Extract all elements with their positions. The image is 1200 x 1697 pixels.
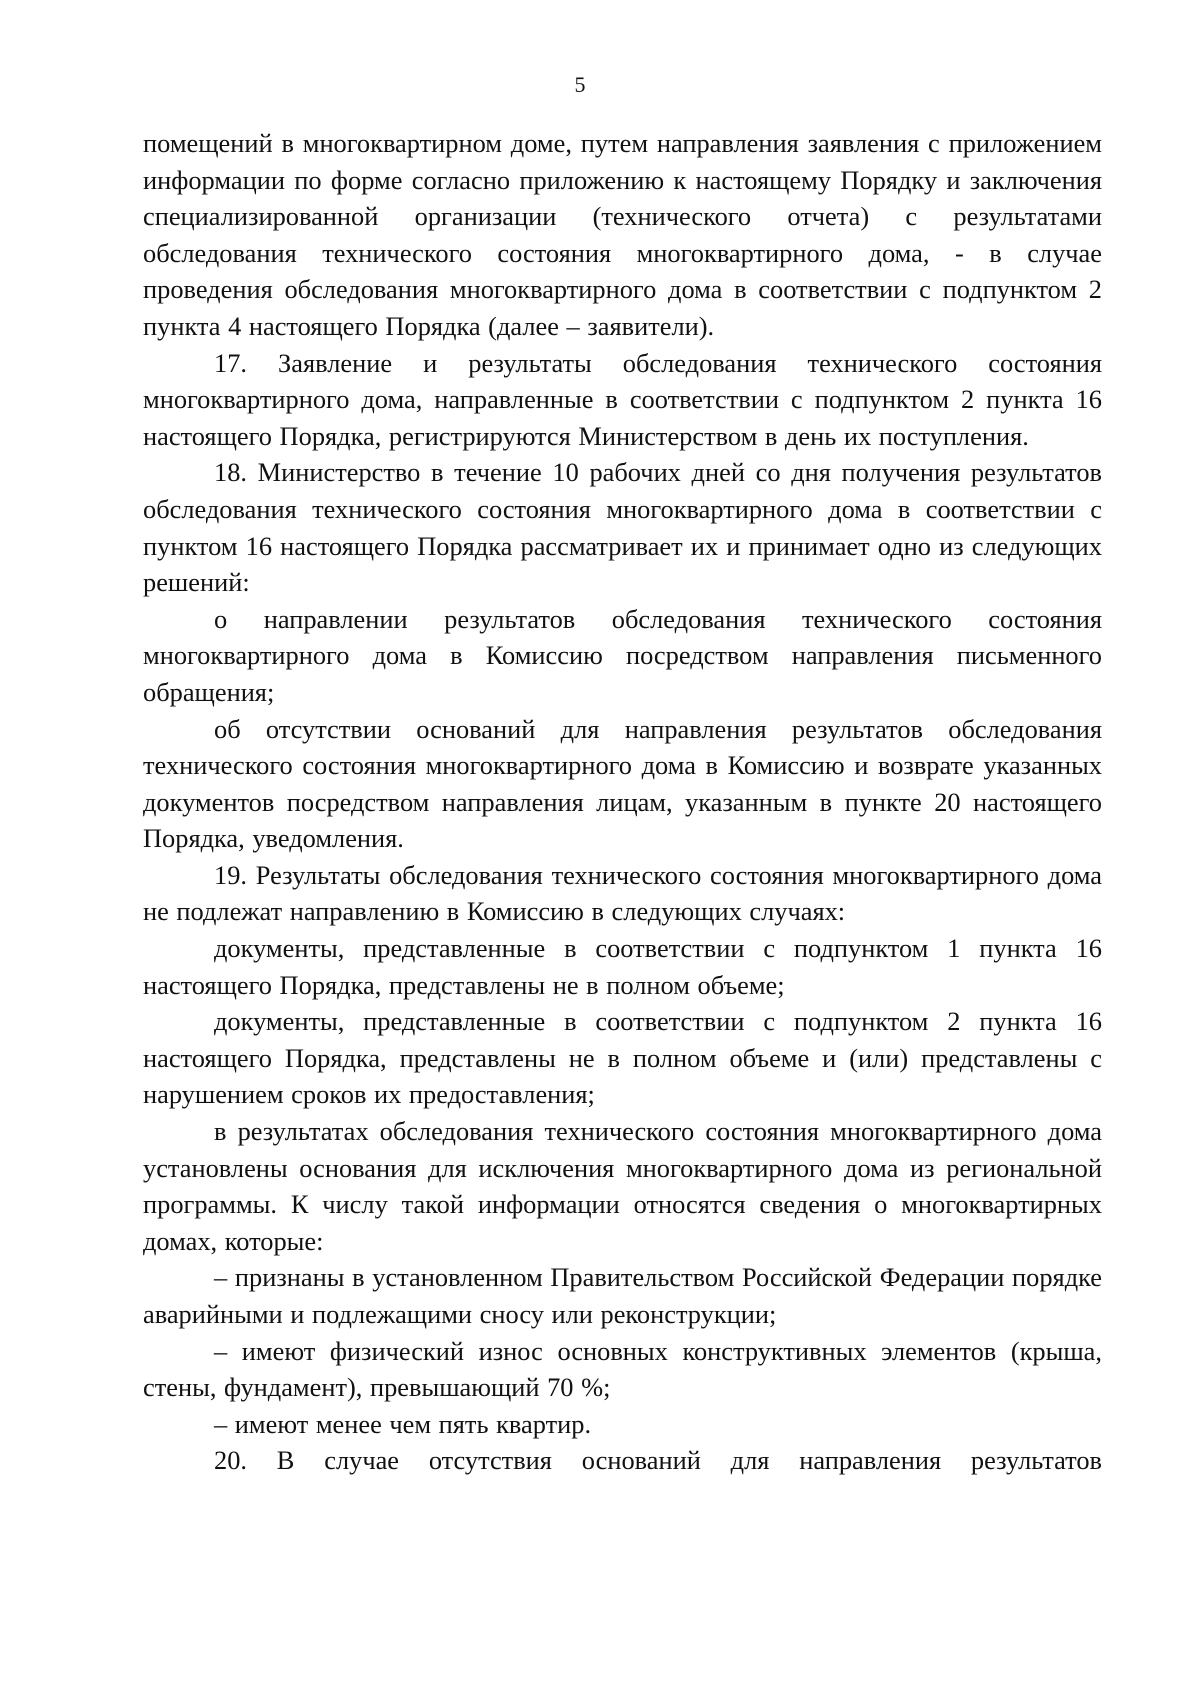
paragraph-17: 17. Заявление и результаты обследования технического состояния многоквартирного дома, направленные в соответствии с подпунктом 2 пункта 16 настоящего Порядка, регистрируются Министерством в день их поступления.	[143, 347, 1102, 451]
list-item-apartments: – имеют менее чем пять квартир.	[214, 1408, 592, 1439]
paragraph-18-decision-2: об отсутствии оснований для направления результатов обследования технического состояния многоквартирного дома в Комиссию и возврате указанных документов посредством направления лицам, указанным в пункте 20 настоящего Порядка, уведомления.	[143, 713, 1102, 854]
page-number: 5	[574, 72, 586, 97]
paragraph-19-case-3: в результатах обследования технического состояния многоквартирного дома установлены основания для исключения многоквартирного дома из региональной программы. К числу такой информации относятся сведения о многоквартирных домах, которые:	[143, 1116, 1102, 1256]
paragraph-18-decision-1: о направлении результатов обследования технического состояния многоквартирного дома в Комиссию посредством направления письменного обращения;	[143, 603, 1102, 707]
document-body	[143, 125, 1102, 1479]
list-item-wear: – имеют физический износ основных конструктивных элементов (крыша, стены, фундамент), превышающий 70 %;	[143, 1335, 1102, 1403]
list-item-emergency: – признаны в установленном Правительством Российской Федерации порядке аварийными и подлежащими сносу или реконструкции;	[143, 1262, 1102, 1329]
paragraph-20: 20. В случае отсутствия оснований для направления результатов	[214, 1445, 1102, 1476]
paragraph-19-case-2: документы, представленные в соответствии с подпунктом 2 пункта 16 настоящего Порядка, представлены не в полном объеме и (или) представлены с нарушением сроков их предоставления;	[143, 1006, 1102, 1110]
paragraph-19: 19. Результаты обследования технического состояния многоквартирного дома не подлежат направлению в Комиссию в следующих случаях:	[143, 859, 1102, 927]
paragraph-19-case-1: документы, представленные в соответствии с подпунктом 1 пункта 16 настоящего Порядка, представлены не в полном объеме;	[143, 933, 1102, 1000]
paragraph-continuation: помещений в многоквартирном доме, путем направления заявления с приложением информации по форме согласно приложению к настоящему Порядку и заключения специализированной организации (технического отчета) с результатами обследования технического состояния многоквартирного дома, - в случае проведения обследования многоквартирного дома в соответствии с подпунктом 2 пункта 4 настоящего Порядка (далее – заявители).	[143, 128, 1102, 341]
paragraph-18: 18. Министерство в течение 10 рабочих дней со дня получения результатов обследования технического состояния многоквартирного дома в соответствии с пунктом 16 настоящего Порядка рассматривает их и принимает одно из следующих решений:	[143, 457, 1102, 598]
